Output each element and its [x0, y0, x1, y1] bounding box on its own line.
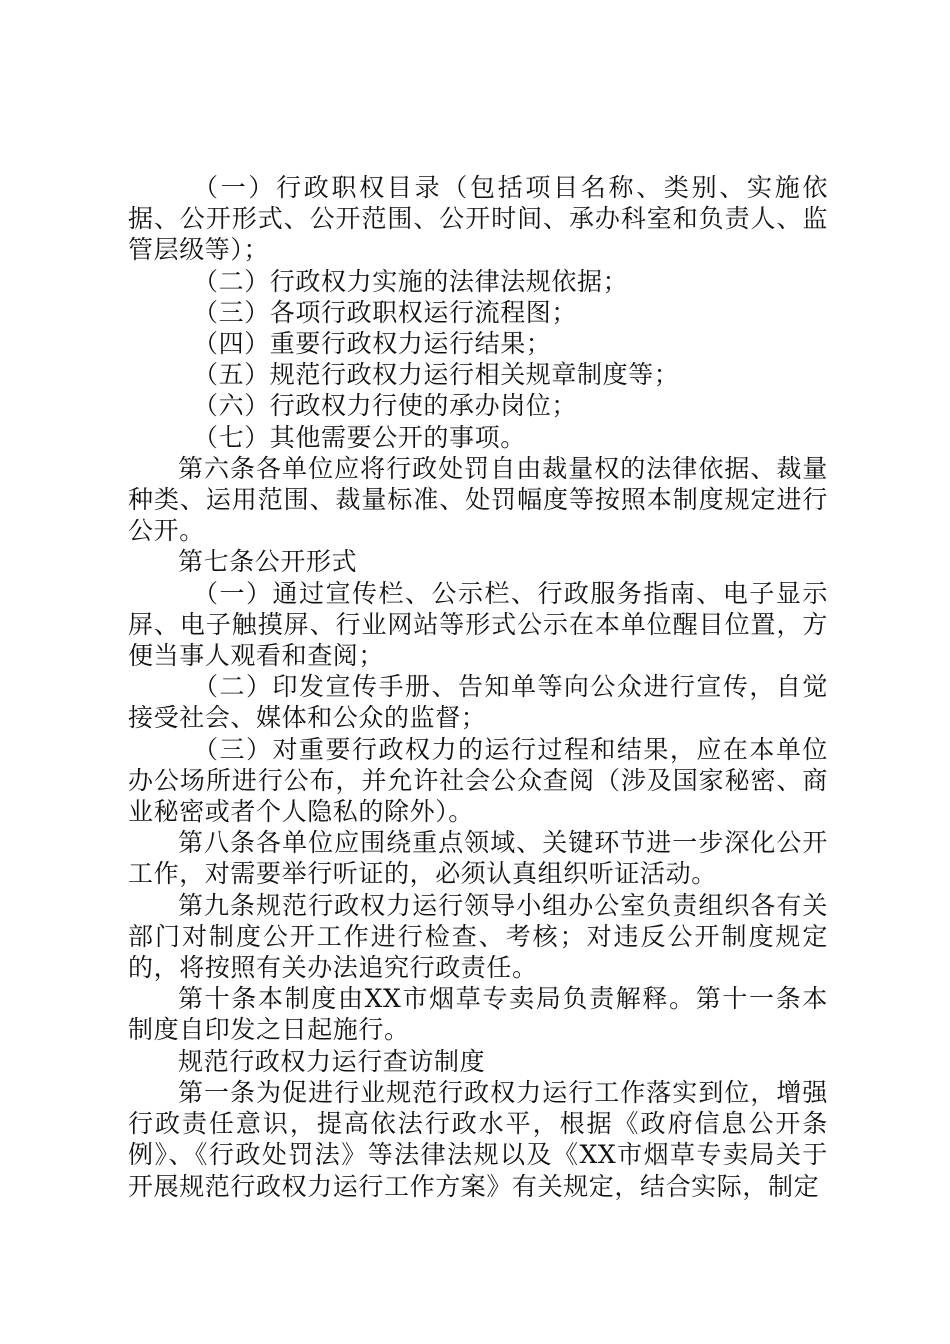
article-paragraph: 第十条本制度由XX市烟草专卖局负责解释。第十一条本制度自印发之日起施行。 [128, 984, 828, 1045]
article-paragraph: 第六条各单位应将行政处罚自由裁量权的法律依据、裁量种类、运用范围、裁量标准、处罚幅度等按照本制度规定进行公开。 [128, 453, 828, 546]
list-item: （三）各项行政职权运行流程图； [193, 297, 578, 327]
article-heading: 第七条公开形式 [178, 547, 358, 577]
document-body [128, 172, 828, 1202]
list-item: （七）其他需要公开的事项。 [193, 422, 526, 452]
list-item: （五）规范行政权力运行相关规章制度等； [193, 360, 680, 390]
article-paragraph: 第一条为促进行业规范行政权力运行工作落实到位，增强行政责任意识，提高依法行政水平，根据《政府信息公开条例》、《行政处罚法》等法律法规以及《XX市烟草专卖局关于开展规范行政权力运行工作方案》有关规定，结合实际，制定 [128, 1077, 828, 1201]
list-item: （一）行政职权目录（包括项目名称、类别、实施依据、公开形式、公开范围、公开时间、承办科室和负责人、监管层级等）； [128, 173, 828, 265]
article-paragraph: 第八条各单位应围绕重点领域、关键环节进一步深化公开工作，对需要举行听证的，必须认真组织听证活动。 [128, 828, 828, 889]
list-item: （二）印发宣传手册、告知单等向公众进行宣传，自觉接受社会、媒体和公众的监督； [128, 672, 828, 733]
article-paragraph: 第九条规范行政权力运行领导小组办公室负责组织各有关部门对制度公开工作进行检查、考核；对违反公开制度规定的，将按照有关办法追究行政责任。 [128, 890, 828, 983]
list-item: （四）重要行政权力运行结果； [193, 329, 552, 359]
list-item: （六）行政权力行使的承办岗位； [193, 391, 578, 421]
section-title: 规范行政权力运行查访制度 [178, 1046, 486, 1076]
list-item: （三）对重要行政权力的运行过程和结果，应在本单位办公场所进行公布，并允许社会公众查阅（涉及国家秘密、商业秘密或者个人隐私的除外）。 [128, 734, 828, 827]
list-item: （二）行政权力实施的法律法规依据； [193, 266, 629, 296]
list-item: （一）通过宣传栏、公示栏、行政服务指南、电子显示屏、电子触摸屏、行业网站等形式公示在本单位醒目位置，方便当事人观看和查阅； [128, 578, 828, 671]
